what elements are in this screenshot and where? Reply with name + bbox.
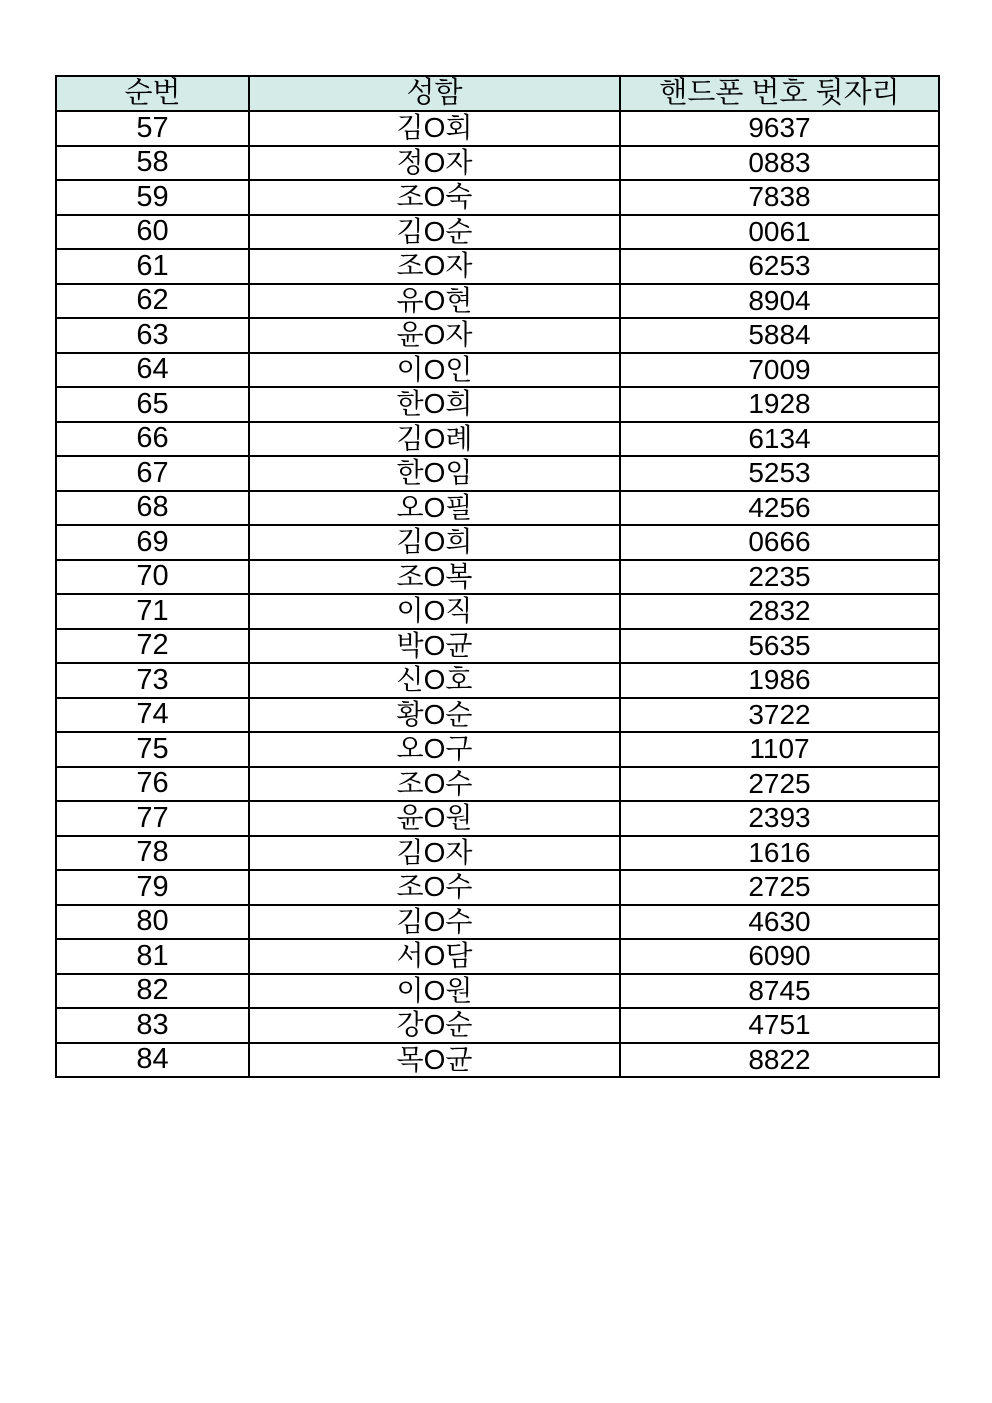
table-row <box>56 456 939 491</box>
cell-no: 82 <box>56 974 249 1009</box>
cell-no: 76 <box>56 767 249 802</box>
cell-phone: 8822 <box>620 1043 939 1078</box>
table-row <box>56 215 939 250</box>
cell-phone: 1986 <box>620 663 939 698</box>
header-cell-phone: 핸드폰 번호 뒷자리 <box>620 76 939 111</box>
cell-phone: 2235 <box>620 560 939 595</box>
cell-no: 81 <box>56 939 249 974</box>
cell-phone: 9637 <box>620 111 939 146</box>
table-row <box>56 594 939 629</box>
cell-no: 65 <box>56 387 249 422</box>
cell-no: 61 <box>56 249 249 284</box>
cell-name: 김O회 <box>249 111 620 146</box>
cell-no: 64 <box>56 353 249 388</box>
table-row <box>56 939 939 974</box>
cell-no: 83 <box>56 1008 249 1043</box>
table-row <box>56 284 939 319</box>
table-row <box>56 1043 939 1078</box>
cell-name: 유O현 <box>249 284 620 319</box>
cell-name: 윤O자 <box>249 318 620 353</box>
cell-no: 59 <box>56 180 249 215</box>
cell-name: 조O숙 <box>249 180 620 215</box>
cell-no: 73 <box>56 663 249 698</box>
table-row <box>56 663 939 698</box>
cell-name: 김O수 <box>249 905 620 940</box>
table-row <box>56 249 939 284</box>
cell-name: 김O순 <box>249 215 620 250</box>
table-row <box>56 111 939 146</box>
table-row <box>56 1008 939 1043</box>
cell-phone: 6090 <box>620 939 939 974</box>
cell-no: 60 <box>56 215 249 250</box>
cell-phone: 4751 <box>620 1008 939 1043</box>
table-row <box>56 974 939 1009</box>
cell-phone: 7838 <box>620 180 939 215</box>
cell-name: 목O균 <box>249 1043 620 1078</box>
cell-name: 황O순 <box>249 698 620 733</box>
table-row <box>56 353 939 388</box>
phone-number-roster-table <box>55 75 940 1078</box>
table-row <box>56 146 939 181</box>
roster-table-container <box>55 75 940 1078</box>
cell-no: 84 <box>56 1043 249 1078</box>
cell-no: 75 <box>56 732 249 767</box>
table-row <box>56 318 939 353</box>
header-cell-name: 성함 <box>249 76 620 111</box>
cell-phone: 1928 <box>620 387 939 422</box>
cell-name: 서O담 <box>249 939 620 974</box>
table-row <box>56 387 939 422</box>
table-row <box>56 560 939 595</box>
cell-name: 이O원 <box>249 974 620 1009</box>
cell-no: 67 <box>56 456 249 491</box>
cell-name: 한O임 <box>249 456 620 491</box>
cell-name: 조O수 <box>249 767 620 802</box>
table-row <box>56 491 939 526</box>
cell-phone: 6253 <box>620 249 939 284</box>
cell-name: 조O복 <box>249 560 620 595</box>
cell-name: 김O자 <box>249 836 620 871</box>
cell-no: 71 <box>56 594 249 629</box>
cell-phone: 4630 <box>620 905 939 940</box>
cell-phone: 8745 <box>620 974 939 1009</box>
cell-phone: 8904 <box>620 284 939 319</box>
cell-name: 오O필 <box>249 491 620 526</box>
cell-phone: 2725 <box>620 870 939 905</box>
table-row <box>56 422 939 457</box>
cell-name: 오O구 <box>249 732 620 767</box>
cell-phone: 2393 <box>620 801 939 836</box>
cell-phone: 0061 <box>620 215 939 250</box>
header-row <box>56 76 939 111</box>
cell-no: 72 <box>56 629 249 664</box>
table-row <box>56 180 939 215</box>
cell-no: 80 <box>56 905 249 940</box>
table-row <box>56 905 939 940</box>
table-row <box>56 629 939 664</box>
cell-phone: 5253 <box>620 456 939 491</box>
cell-phone: 2725 <box>620 767 939 802</box>
cell-name: 김O희 <box>249 525 620 560</box>
cell-phone: 0883 <box>620 146 939 181</box>
cell-no: 62 <box>56 284 249 319</box>
cell-no: 57 <box>56 111 249 146</box>
cell-no: 78 <box>56 836 249 871</box>
cell-name: 이O인 <box>249 353 620 388</box>
cell-no: 63 <box>56 318 249 353</box>
table-row <box>56 525 939 560</box>
cell-name: 한O희 <box>249 387 620 422</box>
cell-phone: 0666 <box>620 525 939 560</box>
table-row <box>56 836 939 871</box>
cell-phone: 4256 <box>620 491 939 526</box>
table-row <box>56 732 939 767</box>
cell-no: 74 <box>56 698 249 733</box>
cell-name: 박O균 <box>249 629 620 664</box>
cell-phone: 5635 <box>620 629 939 664</box>
cell-phone: 7009 <box>620 353 939 388</box>
table-row <box>56 698 939 733</box>
cell-no: 66 <box>56 422 249 457</box>
cell-phone: 5884 <box>620 318 939 353</box>
table-row <box>56 801 939 836</box>
cell-phone: 1107 <box>620 732 939 767</box>
table-row <box>56 870 939 905</box>
cell-name: 윤O원 <box>249 801 620 836</box>
cell-no: 79 <box>56 870 249 905</box>
header-cell-no: 순번 <box>56 76 249 111</box>
cell-name: 신O호 <box>249 663 620 698</box>
cell-phone: 3722 <box>620 698 939 733</box>
cell-phone: 2832 <box>620 594 939 629</box>
cell-name: 이O직 <box>249 594 620 629</box>
cell-name: 정O자 <box>249 146 620 181</box>
cell-no: 70 <box>56 560 249 595</box>
table-row <box>56 767 939 802</box>
cell-name: 강O순 <box>249 1008 620 1043</box>
cell-name: 조O자 <box>249 249 620 284</box>
cell-no: 69 <box>56 525 249 560</box>
cell-name: 김O례 <box>249 422 620 457</box>
cell-phone: 1616 <box>620 836 939 871</box>
cell-no: 77 <box>56 801 249 836</box>
cell-name: 조O수 <box>249 870 620 905</box>
cell-no: 58 <box>56 146 249 181</box>
cell-no: 68 <box>56 491 249 526</box>
cell-phone: 6134 <box>620 422 939 457</box>
